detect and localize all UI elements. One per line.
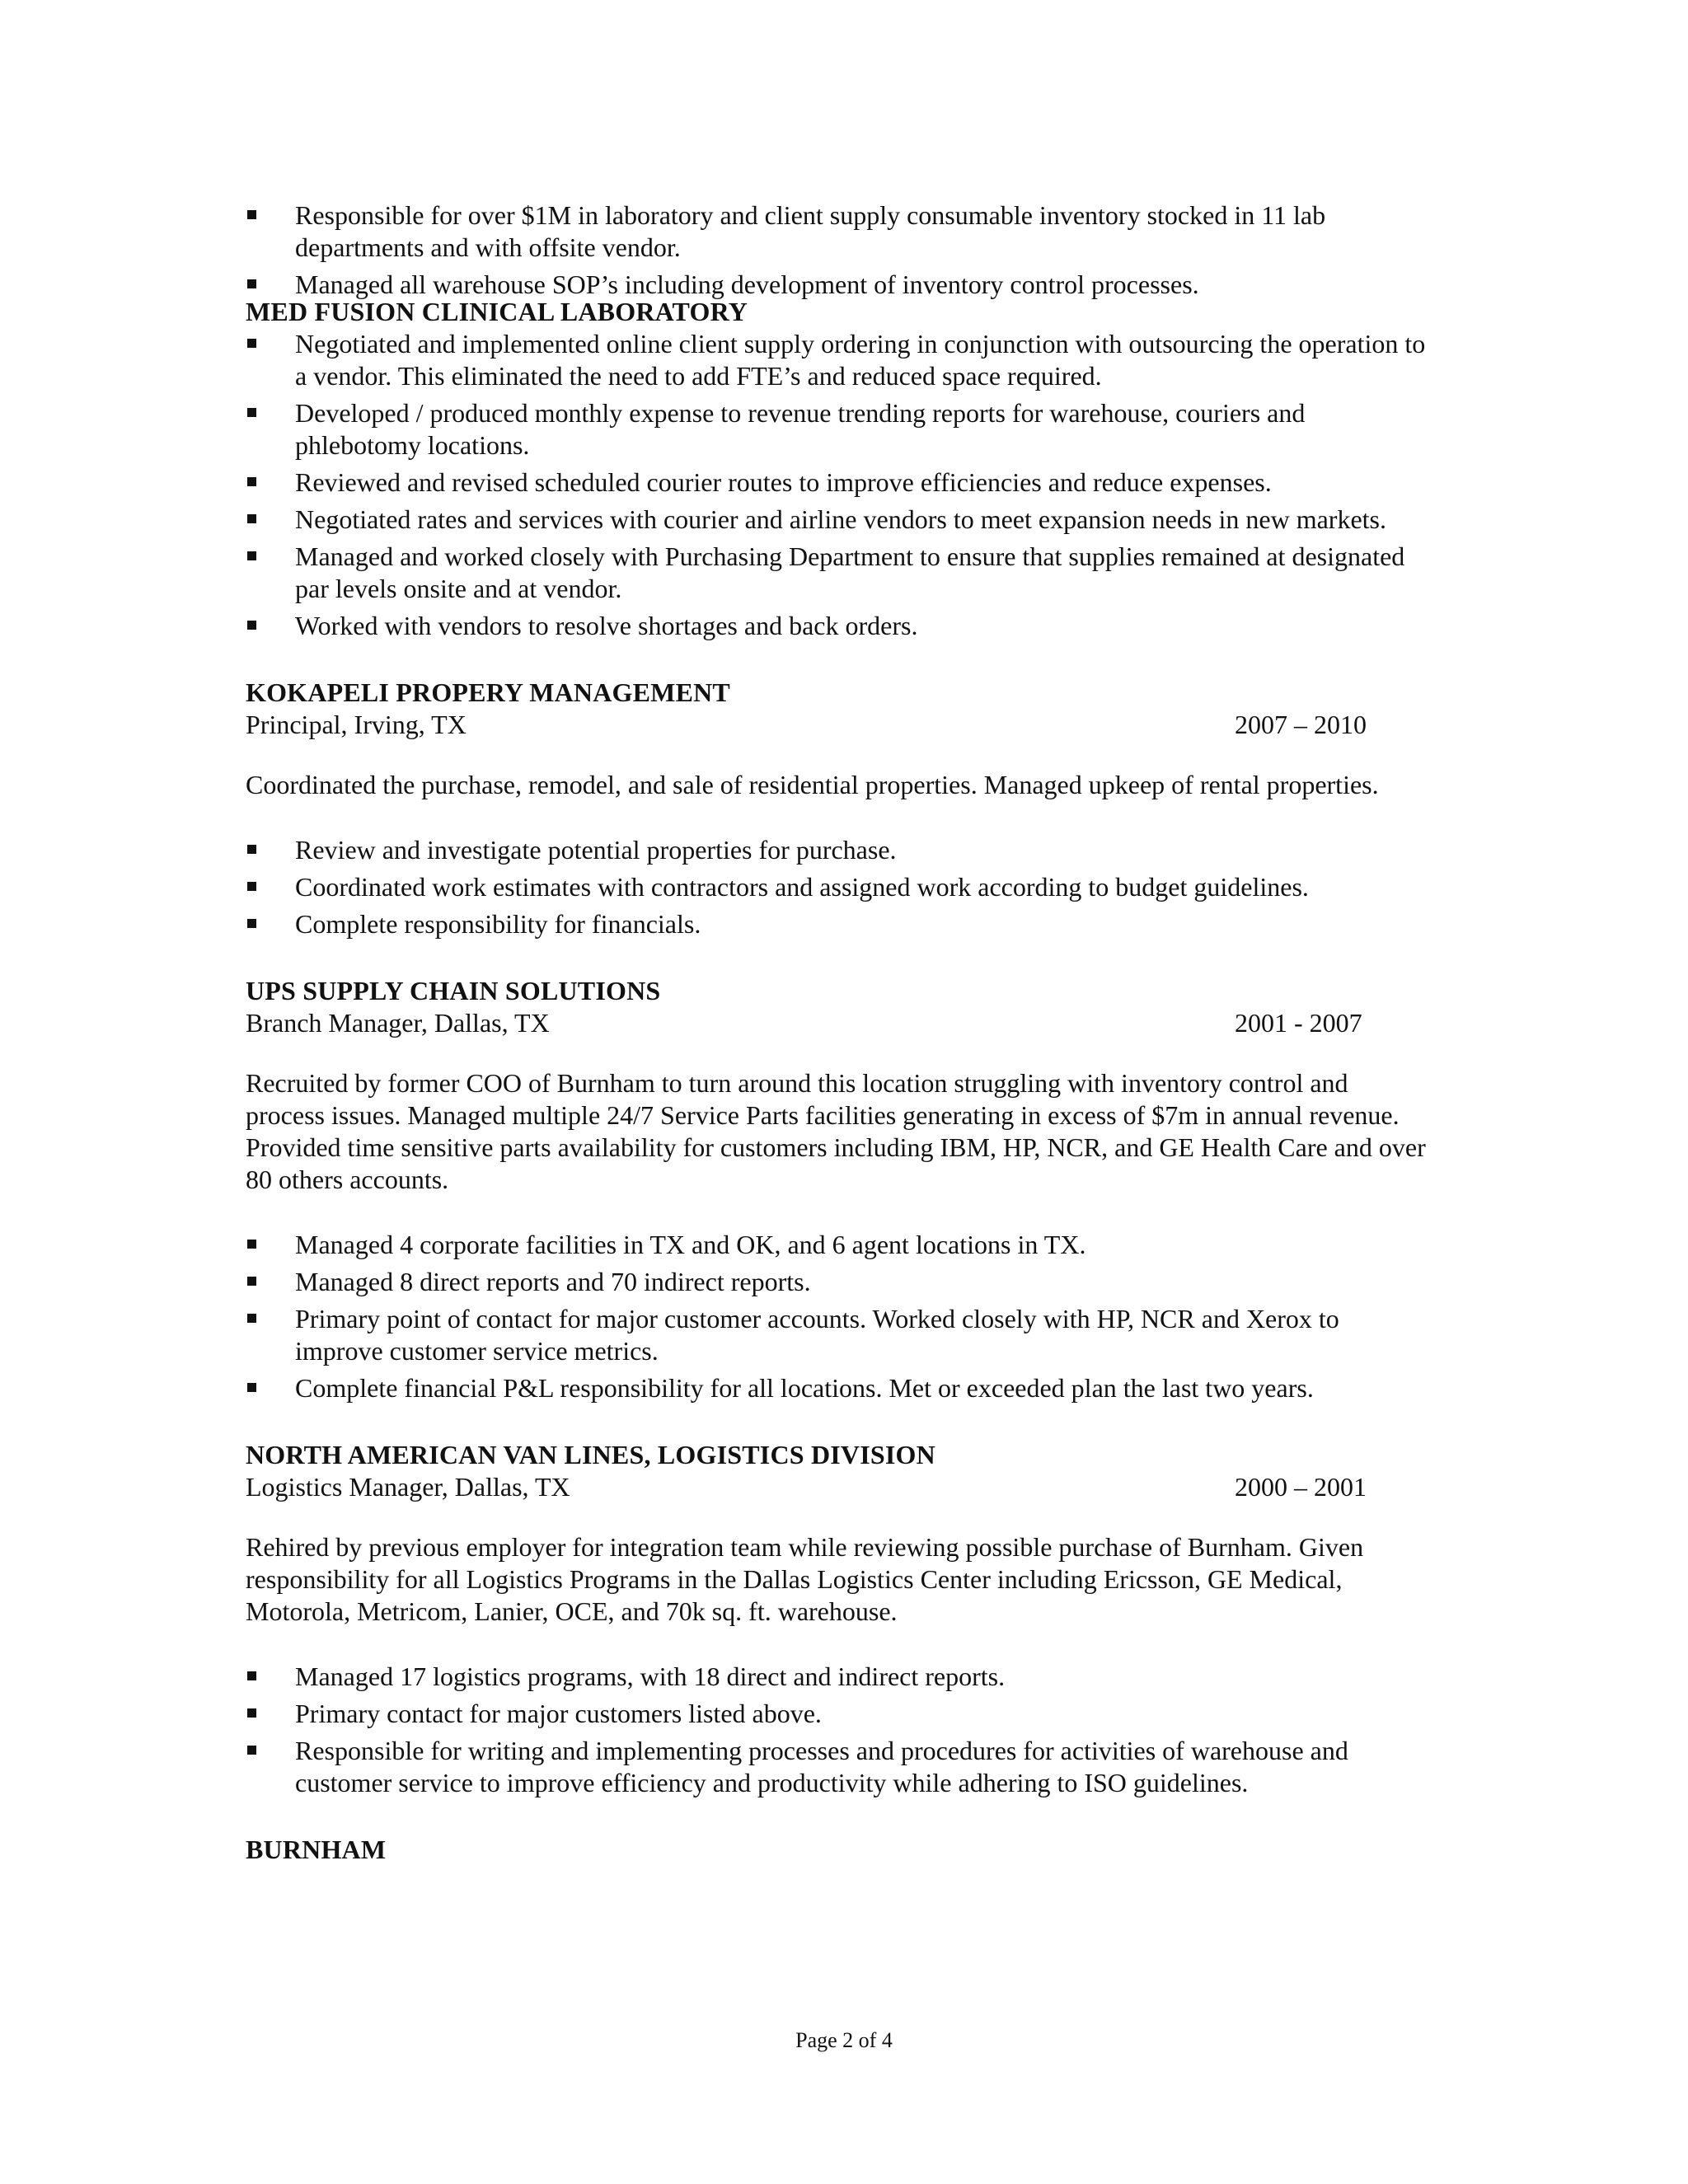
list-item: Primary contact for major customers listed above. [246, 1698, 1432, 1730]
section-spacer [246, 801, 1432, 834]
job-summary: Rehired by previous employer for integration team while reviewing possible purchase of Burnham. Given responsibility for all Logistics Programs in the Dallas Logistics Center including Ericsson, GE Medical, Motorola, Metricom, Lanier, OCE, and 70k sq. ft. warehouse. [246, 1532, 1364, 1626]
section-spacer [246, 647, 1432, 677]
section-spacer [246, 1804, 1432, 1834]
navl-bullet-list [246, 1661, 1432, 1799]
ups-bullet-list [246, 1229, 1432, 1404]
kokapeli-bullet-list [246, 834, 1432, 940]
list-item: Developed / produced monthly expense to revenue trending reports for warehouse, couriers and phlebotomy locations. [246, 397, 1432, 462]
list-item: Managed and worked closely with Purchasing Department to ensure that supplies remained at designated par levels onsite and at vendor. [246, 541, 1432, 605]
list-item: Negotiated and implemented online client supply ordering in conjunction with outsourcing the operation to a vendor. This eliminated the need to add FTE’s and reduced space required. [246, 328, 1432, 392]
list-item: Reviewed and revised scheduled courier routes to improve efficiencies and reduce expenses. [246, 466, 1432, 499]
square-bullet-icon [247, 514, 256, 523]
square-bullet-icon [247, 1746, 256, 1755]
role-line-kokapeli [246, 709, 1432, 741]
list-item: Managed 8 direct reports and 70 indirect reports. [246, 1266, 1432, 1298]
square-bullet-icon [247, 845, 256, 854]
list-item: Responsible for writing and implementing processes and procedures for activities of warehouse and customer service to improve efficiency and productivity while adhering to ISO guidelines. [246, 1735, 1432, 1799]
list-item: Responsible for over $1M in laboratory and client supply consumable inventory stocked in 11 lab departments and with offsite vendor. [246, 199, 1432, 264]
list-item: Managed 4 corporate facilities in TX and OK, and 6 agent locations in TX. [246, 1229, 1432, 1261]
square-bullet-icon [247, 210, 256, 219]
square-bullet-icon [247, 1708, 256, 1718]
job-dates: 2007 – 2010 [1235, 710, 1367, 739]
square-bullet-icon [247, 1314, 256, 1323]
square-bullet-icon [247, 408, 256, 417]
section-spacer [246, 741, 1432, 769]
square-bullet-icon [247, 1277, 256, 1286]
continued-bullet-list [246, 199, 1432, 301]
role-line-ups [246, 1007, 1432, 1039]
list-item: Complete responsibility for financials. [246, 908, 1432, 940]
role-line-navl [246, 1471, 1432, 1503]
list-item: Managed 17 logistics programs, with 18 direct and indirect reports. [246, 1661, 1432, 1693]
company-heading-burnham: BURNHAM [246, 1835, 387, 1864]
list-item: Negotiated rates and services with courier and airline vendors to meet expansion needs in new markets. [246, 504, 1432, 536]
list-item: Coordinated work estimates with contractors and assigned work according to budget guidelines. [246, 871, 1432, 903]
job-title: Logistics Manager, Dallas, TX [246, 1472, 570, 1502]
section-spacer [246, 1409, 1432, 1439]
job-dates: 2001 - 2007 [1235, 1008, 1362, 1038]
section-spacer [246, 1503, 1432, 1531]
section-spacer [246, 1628, 1432, 1661]
section-spacer [246, 1196, 1432, 1229]
section-spacer [246, 945, 1432, 975]
job-summary: Recruited by former COO of Burnham to turn around this location struggling with inventory control and process issues. Managed multiple 24/7 Service Parts facilities generating in excess of $7m in annual revenue. Provided time sensitive parts availability for customers including IBM, HP, NCR, and GE Health Care and over 80 others accounts. [246, 1068, 1426, 1194]
section-spacer [246, 1039, 1432, 1067]
square-bullet-icon [247, 919, 256, 928]
list-item: Review and investigate potential properties for purchase. [246, 834, 1432, 866]
square-bullet-icon [247, 1383, 256, 1392]
square-bullet-icon [247, 551, 256, 560]
square-bullet-icon [247, 339, 256, 348]
square-bullet-icon [247, 1671, 256, 1680]
job-title: Principal, Irving, TX [246, 710, 467, 739]
job-title: Branch Manager, Dallas, TX [246, 1008, 550, 1038]
page-content [246, 199, 1432, 1866]
square-bullet-icon [247, 621, 256, 630]
list-item: Managed all warehouse SOP’s including development of inventory control processes. [246, 269, 1432, 301]
square-bullet-icon [247, 477, 256, 486]
square-bullet-icon [247, 882, 256, 891]
company-heading-kokapeli: KOKAPELI PROPERY MANAGEMENT [246, 677, 730, 707]
square-bullet-icon [247, 279, 256, 288]
list-item: Complete financial P&L responsibility for all locations. Met or exceeded plan the last two years. [246, 1372, 1432, 1404]
page-number-footer: Page 2 of 4 [795, 2028, 893, 2052]
company-heading-ups: UPS SUPPLY CHAIN SOLUTIONS [246, 976, 661, 1005]
job-dates: 2000 – 2001 [1235, 1472, 1367, 1502]
company-heading-medfusion: MED FUSION CLINICAL LABORATORY [246, 297, 748, 326]
square-bullet-icon [247, 1240, 256, 1249]
job-summary: Coordinated the purchase, remodel, and sale of residential properties. Managed upkeep of rental properties. [246, 770, 1379, 799]
list-item: Worked with vendors to resolve shortages and back orders. [246, 610, 1432, 642]
company-heading-navl: NORTH AMERICAN VAN LINES, LOGISTICS DIVISION [246, 1440, 935, 1469]
list-item: Primary point of contact for major customer accounts. Worked closely with HP, NCR and Xerox to improve customer service metrics. [246, 1303, 1432, 1367]
medfusion-bullet-list [246, 328, 1432, 642]
